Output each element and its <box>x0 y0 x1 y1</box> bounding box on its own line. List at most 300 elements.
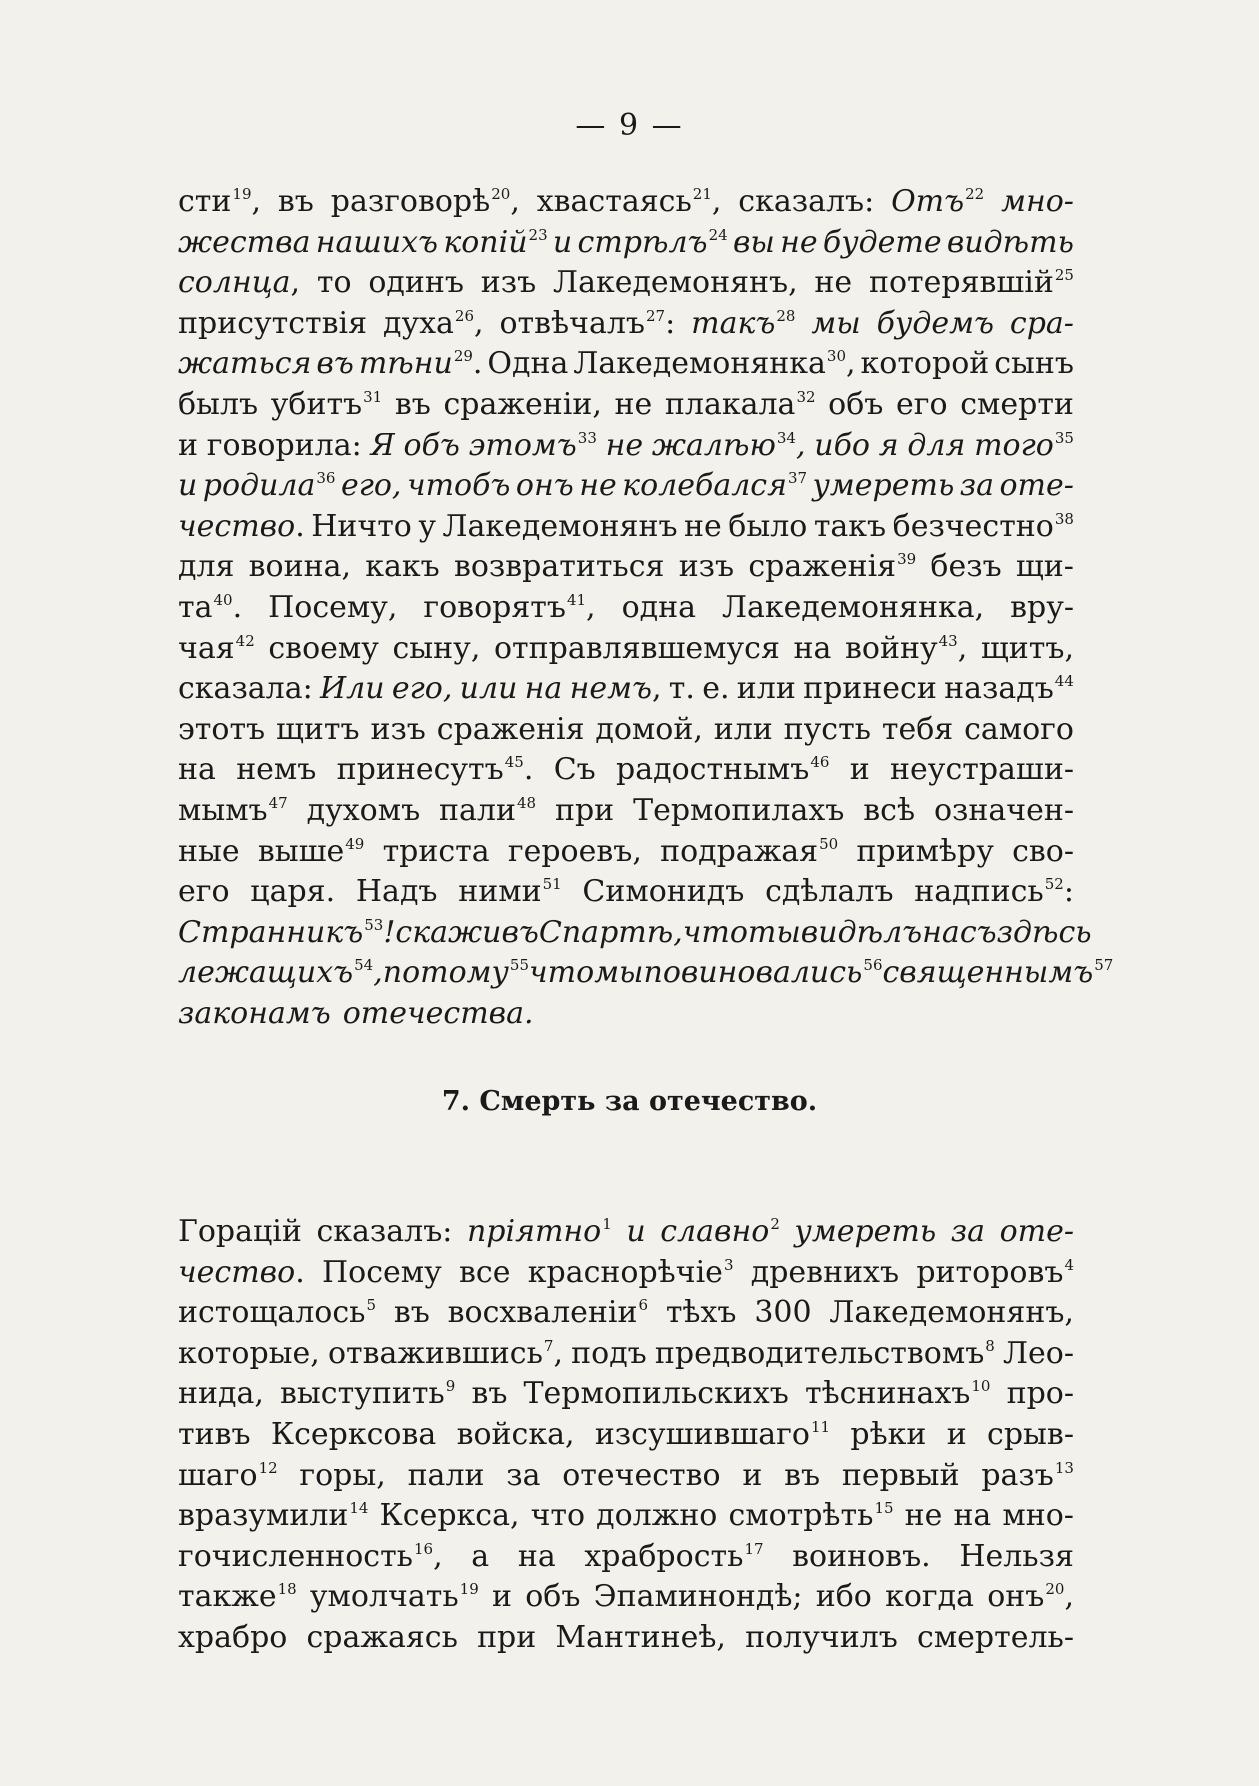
word <box>879 428 899 463</box>
text: нида, <box>178 1376 264 1412</box>
word <box>278 184 314 219</box>
text: на <box>953 1498 992 1534</box>
text-line <box>178 1214 1074 1255</box>
italic-text: чество <box>178 508 296 544</box>
word <box>178 1498 368 1533</box>
footnote-marker: 55 <box>509 956 530 975</box>
italic-text: мы <box>594 955 644 991</box>
text: сво- <box>1012 833 1074 869</box>
word <box>1000 468 1074 503</box>
italic-text: онъ <box>515 468 574 504</box>
word <box>320 671 385 706</box>
italic-text: , <box>795 427 806 463</box>
word <box>964 712 1074 747</box>
word <box>370 428 394 463</box>
footnote-marker: 23 <box>528 225 548 244</box>
text: одинъ <box>368 265 464 301</box>
italic-text: Или <box>320 671 385 707</box>
text: у <box>418 508 437 544</box>
word <box>780 225 818 260</box>
text: которые, <box>178 1335 320 1371</box>
word <box>528 1255 734 1290</box>
text: ними <box>458 874 542 910</box>
text-line <box>178 1255 1074 1296</box>
paragraph-2 <box>178 1214 1074 1661</box>
word <box>582 874 744 909</box>
italic-text: что <box>682 914 748 950</box>
word <box>178 793 288 828</box>
text: е. <box>702 671 730 707</box>
word <box>525 1579 580 1614</box>
text-line <box>178 1376 1074 1417</box>
word <box>356 874 438 909</box>
text: . <box>523 752 534 788</box>
text: назадъ <box>944 671 1054 707</box>
word <box>934 793 1074 828</box>
word <box>443 509 678 544</box>
word <box>890 752 1074 787</box>
word <box>579 468 617 503</box>
text-line <box>178 752 1074 793</box>
italic-text: солнца <box>178 265 291 301</box>
word <box>615 387 653 422</box>
text: въ <box>394 386 431 422</box>
word <box>714 712 773 747</box>
word <box>916 1255 1074 1290</box>
footnote-marker: 42 <box>235 631 255 650</box>
word <box>1000 1214 1074 1249</box>
text-line <box>178 1458 1074 1499</box>
word <box>506 1458 540 1493</box>
text: , <box>251 184 262 219</box>
word <box>850 1417 926 1452</box>
text: пали <box>407 1457 485 1493</box>
word <box>622 468 807 503</box>
text: отвѣчалъ <box>499 305 645 341</box>
word <box>555 793 614 828</box>
word <box>626 1214 645 1249</box>
footnote-marker: 29 <box>453 347 473 366</box>
word <box>518 1539 556 1574</box>
word <box>893 509 1074 544</box>
text: Лакедемонянка <box>573 346 826 382</box>
word <box>951 1214 985 1249</box>
text: сказала: <box>178 671 313 707</box>
word <box>813 468 955 503</box>
word <box>877 306 994 341</box>
text: т. <box>668 671 695 707</box>
text: Ксеркса, <box>379 1498 520 1534</box>
word <box>553 265 798 300</box>
text: царя. <box>250 874 336 910</box>
word <box>573 346 855 381</box>
text: и <box>946 1416 967 1452</box>
word <box>178 631 255 666</box>
text: убитъ <box>270 386 363 422</box>
word <box>268 590 397 625</box>
word <box>531 1498 586 1533</box>
italic-text: видѣлъ <box>800 914 923 950</box>
word <box>328 1336 563 1371</box>
footnote-marker: 6 <box>638 1296 649 1315</box>
word <box>594 1579 803 1614</box>
italic-text: и <box>178 468 198 504</box>
text: предводительствомъ <box>654 1335 985 1371</box>
footnote-marker: 7 <box>543 1336 554 1355</box>
footnote-marker: 38 <box>1054 509 1074 528</box>
text: Нельзя <box>959 1538 1074 1574</box>
word <box>439 793 536 828</box>
word <box>380 1498 520 1533</box>
word <box>953 1498 991 1533</box>
text-line <box>178 225 1074 266</box>
word <box>748 915 801 950</box>
italic-text: насъ <box>922 914 997 950</box>
word <box>994 346 1074 381</box>
text: героевъ, <box>507 833 642 869</box>
text: та <box>178 589 213 625</box>
word <box>805 1376 990 1411</box>
text: Лакедемонянка, <box>721 589 985 625</box>
text: 300 <box>754 1295 812 1331</box>
word <box>1010 306 1074 341</box>
italic-text: законамъ <box>178 995 331 1031</box>
word <box>1010 590 1074 625</box>
word <box>606 428 644 463</box>
word <box>562 1458 720 1493</box>
text: щитъ, <box>980 630 1074 666</box>
word <box>249 549 351 584</box>
word <box>178 1376 264 1411</box>
text: отечество <box>562 1457 721 1493</box>
text: объ <box>828 386 884 422</box>
footnote-marker: 30 <box>826 347 847 366</box>
text: принесутъ <box>336 752 504 788</box>
text: , <box>290 265 301 301</box>
word <box>508 834 642 869</box>
text: изъ <box>370 711 426 747</box>
text: сраженія <box>436 711 585 747</box>
text: за <box>506 1457 541 1493</box>
text: такъ <box>813 508 887 544</box>
italic-text: Странникъ <box>178 914 364 950</box>
word <box>471 1539 489 1574</box>
text-line <box>178 712 1074 753</box>
word <box>738 184 874 219</box>
word <box>383 955 529 990</box>
italic-text: за <box>950 1214 986 1249</box>
text: при <box>554 792 615 828</box>
word <box>1003 1336 1074 1371</box>
word <box>882 712 953 747</box>
word <box>460 671 518 706</box>
text: этотъ <box>178 711 266 747</box>
text-line <box>178 1417 1074 1458</box>
word <box>494 631 780 666</box>
word <box>178 915 395 950</box>
text: его <box>178 874 230 910</box>
word <box>917 1620 1074 1655</box>
italic-text: вы <box>732 224 775 260</box>
text: и <box>178 427 198 463</box>
word <box>307 793 421 828</box>
italic-text: чество <box>178 1254 296 1290</box>
text: и <box>742 1457 763 1493</box>
word <box>178 1417 251 1452</box>
text: , <box>474 305 484 341</box>
word <box>679 549 734 584</box>
text-line <box>178 874 1074 915</box>
word <box>178 1336 320 1371</box>
word <box>907 428 965 463</box>
word <box>525 671 563 706</box>
word <box>914 874 1074 909</box>
text: первый <box>841 1457 960 1493</box>
word <box>443 225 547 260</box>
word <box>448 1295 648 1330</box>
text: тивъ <box>178 1416 251 1452</box>
text: риторовъ <box>916 1254 1064 1290</box>
word <box>481 265 536 300</box>
word <box>178 752 216 787</box>
word <box>883 955 1114 990</box>
word <box>633 793 844 828</box>
italic-text: тѣни <box>358 346 453 382</box>
word <box>178 265 300 300</box>
word <box>595 712 702 747</box>
word <box>454 549 665 584</box>
italic-text: умереть <box>812 468 955 504</box>
text: : <box>665 305 676 341</box>
text: отважившись <box>327 1335 543 1371</box>
italic-text: такъ <box>691 305 776 341</box>
word <box>702 671 729 706</box>
footnote-marker: 27 <box>646 306 666 325</box>
footnote-marker: 37 <box>787 469 808 488</box>
text: Посему, <box>268 589 398 625</box>
text: подражая <box>660 833 819 869</box>
text-line <box>178 1579 1074 1620</box>
word <box>748 549 916 584</box>
word <box>737 671 796 706</box>
text: сказалъ: <box>316 1214 453 1249</box>
word <box>365 549 439 584</box>
word <box>467 1214 612 1249</box>
text: храбрость <box>584 1538 744 1574</box>
text: . <box>472 346 483 382</box>
word <box>178 671 313 706</box>
footnote-marker: 8 <box>985 1336 995 1355</box>
text-line <box>178 631 1074 672</box>
italic-text: объ <box>403 427 460 463</box>
italic-text: славно <box>660 1214 770 1249</box>
italic-text: родила <box>202 468 316 504</box>
italic-text: не <box>780 224 818 260</box>
italic-text: и <box>626 1214 646 1249</box>
text: безъ <box>930 549 1002 585</box>
text: пусть <box>783 711 872 747</box>
word <box>236 752 316 787</box>
word <box>501 915 538 950</box>
italic-text: не <box>605 427 644 463</box>
italic-text: въ <box>316 346 354 382</box>
word <box>178 1214 302 1249</box>
text: Посему <box>322 1254 442 1290</box>
text-line <box>178 1498 1074 1539</box>
text: : <box>1063 874 1074 910</box>
footnote-marker: 52 <box>1044 875 1064 894</box>
text-line <box>178 265 1074 306</box>
word <box>458 874 561 909</box>
word <box>178 184 261 219</box>
italic-text: , <box>373 955 383 991</box>
text: подъ <box>571 1335 647 1371</box>
text: примѣру <box>856 833 994 869</box>
text: радостнымъ <box>616 752 810 788</box>
italic-text: умереть <box>794 1214 937 1249</box>
text: . <box>295 1254 305 1290</box>
italic-text: или <box>459 671 518 707</box>
text: Термопильскихъ <box>523 1376 789 1412</box>
text-line <box>178 1336 1074 1377</box>
word <box>571 1336 647 1371</box>
word <box>863 793 915 828</box>
word <box>828 387 883 422</box>
text: не <box>904 1498 943 1534</box>
italic-text: Отъ <box>891 184 965 219</box>
text: принеси <box>803 671 937 707</box>
footnote-marker: 28 <box>776 306 796 325</box>
word <box>987 1417 1074 1452</box>
text: самого <box>964 711 1074 747</box>
word <box>728 509 807 544</box>
text: воиновъ. <box>792 1538 931 1574</box>
word <box>829 1295 1074 1330</box>
text: былъ <box>178 386 259 422</box>
word <box>499 306 675 341</box>
italic-text: его, <box>391 671 453 707</box>
text-line <box>178 590 1074 631</box>
text: , <box>1064 1579 1074 1615</box>
text: войну <box>845 630 938 666</box>
text: и <box>849 752 870 788</box>
word <box>178 549 234 584</box>
italic-text: мно- <box>1001 184 1074 219</box>
text: чая <box>178 630 235 666</box>
italic-text: ты <box>747 914 801 950</box>
word <box>660 834 838 869</box>
text: щи- <box>1015 549 1074 585</box>
text-line <box>178 793 1074 834</box>
word <box>814 265 852 300</box>
footnote-marker: 9 <box>445 1377 456 1396</box>
word <box>765 874 893 909</box>
word <box>974 428 1074 463</box>
word <box>392 671 453 706</box>
word <box>383 834 490 869</box>
word <box>885 1579 974 1614</box>
footnote-marker: 35 <box>1054 428 1074 447</box>
word <box>178 955 383 990</box>
text: и <box>491 1579 512 1615</box>
text: на <box>793 630 832 666</box>
footnote-marker: 33 <box>577 428 597 447</box>
footnote-marker: 2 <box>770 1215 780 1233</box>
word <box>459 1255 510 1290</box>
word <box>322 1255 442 1290</box>
word <box>722 590 984 625</box>
section-heading: 7. Смерть за отечество. <box>441 1086 818 1117</box>
word <box>178 834 240 869</box>
word <box>178 1620 287 1655</box>
word <box>684 509 722 544</box>
text: сти <box>178 184 232 219</box>
footnote-marker: 53 <box>364 915 384 934</box>
text-line <box>178 914 1092 956</box>
word <box>794 1214 936 1249</box>
word <box>529 955 594 990</box>
word <box>457 1417 575 1452</box>
word <box>594 955 643 990</box>
word <box>733 225 775 260</box>
word <box>554 752 596 787</box>
italic-text: будете <box>822 224 942 260</box>
text: на <box>517 1538 556 1574</box>
text: одна <box>621 589 696 625</box>
word <box>856 834 993 869</box>
italic-text: что <box>529 955 595 991</box>
word <box>960 468 994 503</box>
word <box>276 712 360 747</box>
text: горы, <box>299 1457 386 1493</box>
word <box>407 468 510 503</box>
footnote-marker: 20 <box>491 185 511 203</box>
text: духа <box>382 305 454 341</box>
word <box>1002 1498 1074 1533</box>
text: войска, <box>456 1416 575 1452</box>
word <box>537 184 722 219</box>
word <box>987 1579 1074 1614</box>
word <box>616 752 829 787</box>
text: своему <box>268 630 379 666</box>
word <box>492 1579 512 1614</box>
word <box>578 225 728 260</box>
text-line <box>178 387 1074 428</box>
text: плакала <box>664 386 796 422</box>
word <box>370 712 425 747</box>
word <box>393 631 481 666</box>
word <box>570 671 662 706</box>
text: потерявшій <box>868 265 1054 301</box>
text: смотрѣть <box>728 1498 874 1534</box>
text: , <box>586 589 596 625</box>
word <box>395 915 501 950</box>
text: сраженія <box>748 549 897 585</box>
text: говорила: <box>206 427 362 463</box>
text: тѣхъ <box>665 1295 737 1331</box>
word <box>418 509 436 544</box>
word <box>271 387 383 422</box>
word <box>595 1417 830 1452</box>
word <box>947 225 1074 260</box>
footnote-marker: 22 <box>965 185 985 203</box>
word <box>691 306 795 341</box>
footnote-marker: 31 <box>363 387 383 406</box>
text: , <box>846 346 856 382</box>
footnote-marker: 44 <box>1054 672 1074 691</box>
word <box>178 306 367 341</box>
footnote-marker: 46 <box>810 753 830 772</box>
